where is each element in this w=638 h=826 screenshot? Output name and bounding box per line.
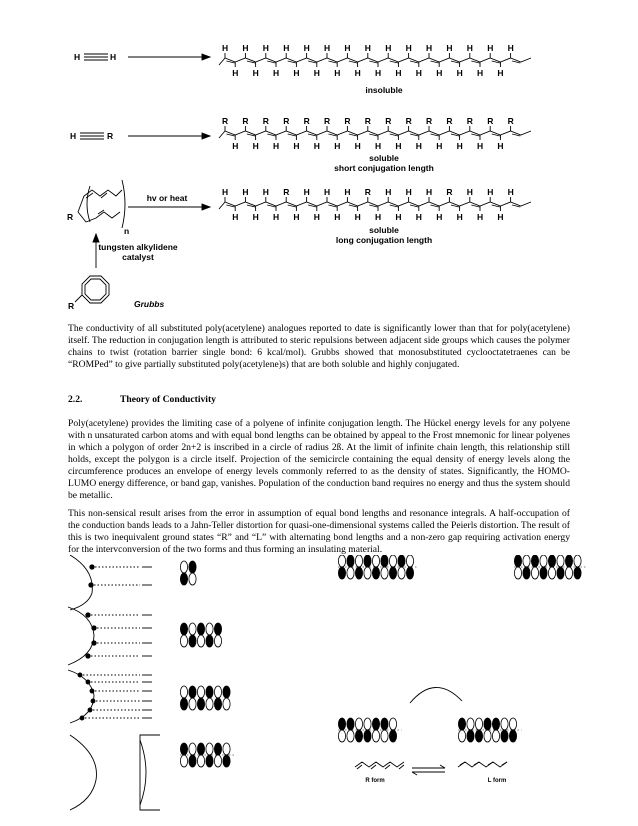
chain-bottom-atom: H: [293, 212, 300, 222]
chain-backbone: [219, 131, 531, 138]
orbital-lobe: [197, 698, 204, 710]
chain-top-atom: H: [487, 43, 494, 53]
l-form-chain: [458, 762, 507, 767]
chain-top-atom: H: [426, 187, 433, 197]
caption-long-line1: soluble: [369, 225, 399, 235]
chain-bottom-atom: H: [252, 141, 259, 151]
chain-bottom-atom: H: [232, 212, 239, 222]
chain-bottom-atom: H: [436, 141, 443, 151]
caption-short-line2: short conjugation length: [334, 163, 434, 173]
chain-top-atom: R: [324, 116, 331, 126]
orbital-lobe: [475, 718, 482, 730]
orbital-lobe: [372, 730, 379, 742]
orbital-lobe: [364, 555, 371, 567]
chain-bottom-atom: H: [456, 141, 463, 151]
orbital-lobe: [189, 561, 196, 573]
orbital-lobe: [501, 730, 508, 742]
orbital-lobe: [574, 555, 581, 567]
orbital-lobe: [458, 718, 465, 730]
chain-top-atom: H: [344, 187, 351, 197]
chain-top-atom: R: [446, 116, 453, 126]
chain-bottom-atom: H: [477, 141, 484, 151]
chain-top-atom: H: [466, 43, 473, 53]
grubbs-label: Grubbs: [134, 299, 165, 309]
r-form-chain: [355, 762, 404, 767]
orbital-lobe: [501, 718, 508, 730]
chain-bottom-atom: H: [436, 68, 443, 78]
orbital-lobe: [509, 730, 516, 742]
chain-bottom-atom: H: [334, 141, 341, 151]
orbital-lobe: [180, 686, 187, 698]
orbital-lobe: [467, 730, 474, 742]
section-heading: [68, 394, 216, 405]
paragraph-theory: Poly(acetylene) provides the limiting case of a polyene of infinite conjugation length. The Hückel energy levels for any polyene with n unsaturated carbon atoms and with equal bond lengths can be obtained by appeal to the Frost mnemonic for linear polyenes in which a polygon of order 2n+2 is inscribed in a circle of radius 2ß. At the limit of infinite chain length, this relationship still holds, except the polygon is a circle itself. Projection of the semicircle containing the equal density of energy levels along the circumference produces an envelope of energy levels commonly referred to as the density of states. Significantly, the HOMO-LUMO energy difference, or band gap, vanishes. Population of the conduction band requires no energy and thus the system should be metallic.: [68, 418, 570, 501]
chain-top-atom: H: [222, 187, 229, 197]
l-form-label: L form: [487, 778, 507, 784]
energy-level-figure: [0, 555, 638, 826]
chain-top-atom: R: [242, 116, 249, 126]
orbital-lobe: [338, 718, 345, 730]
cot-r-label: R: [68, 301, 75, 311]
chain-top-atom: H: [487, 187, 494, 197]
triple-bond: [84, 54, 108, 60]
chain-top-atom: H: [405, 43, 412, 53]
chain-bottom-atom: H: [354, 68, 361, 78]
orbital-lobe: [189, 698, 196, 710]
orbital-lobe: [406, 567, 413, 579]
chain-top-atom: R: [405, 116, 412, 126]
orbital-lobe: [557, 555, 564, 567]
chain-bottom-atom: H: [334, 212, 341, 222]
partially-substituted-polyacetylene-chain: [219, 197, 531, 211]
chain-top-atom: R: [303, 116, 310, 126]
chain-top-atom: H: [303, 187, 310, 197]
paragraph-peierls: This non-sensical result arises from the error in assumption of equal bond lengths and resonance integrals. A half-occupation of the conduction bands leads to a Jahn-Teller distortion for quasi-one-dimensional systems called the Peierls distortion. The result of this is two inequivalent ground states “R” and “L” with alternating bond lengths and a non-zero gap requiring activation energy for the intervconversion of the two forms and thus forming an insulating material.: [68, 508, 570, 555]
orbital-lobe: [548, 555, 555, 567]
orbital-lobe: [484, 718, 491, 730]
chain-bottom-atom: H: [497, 141, 504, 151]
orbital-lobe: [180, 623, 187, 635]
chain-bottom-atom: H: [375, 68, 382, 78]
chain-bottom-atom: H: [354, 212, 361, 222]
chain-bottom-atom: H: [334, 68, 341, 78]
orbital-lobe: [206, 755, 213, 767]
chain-top-atom: H: [303, 43, 310, 53]
orbital-lobe: [197, 743, 204, 755]
orbital-lobe: [206, 623, 213, 635]
orbital-lobe: [189, 623, 196, 635]
orbital-lobe: [574, 567, 581, 579]
acetylene-right-atom: H: [110, 52, 117, 62]
orbital-lobe: [381, 567, 388, 579]
caption-short-line1: soluble: [369, 153, 399, 163]
orbital-lobe: [223, 686, 230, 698]
orbital-lobe: [548, 567, 555, 579]
orbital-lobe: [389, 567, 396, 579]
chain-top-atom: H: [324, 43, 331, 53]
orbital-lobe: [214, 635, 221, 647]
reaction-arrows: [93, 54, 210, 268]
polymerization-scheme: [0, 0, 638, 320]
orbital-lobe: [347, 730, 354, 742]
orbital-lobe: [338, 730, 345, 742]
chain-backbone: [219, 202, 531, 209]
orbital-lobe: [206, 686, 213, 698]
orbital-lobe: [338, 555, 345, 567]
chain-bottom-atom: H: [456, 212, 463, 222]
orbital-lobe: [540, 567, 547, 579]
chain-bottom-atom: H: [415, 68, 422, 78]
orbital-lobe: [514, 567, 521, 579]
orbital-lobe: [355, 718, 362, 730]
orbital-lobe: [214, 686, 221, 698]
orbital-lobe: [364, 730, 371, 742]
chain-bottom-atom: H: [395, 212, 402, 222]
r-form-label: R form: [365, 778, 385, 784]
orbital-lobe: [223, 743, 230, 755]
polymer-repeat-unit: [78, 180, 125, 228]
chain-backbone: [219, 58, 531, 65]
chain-top-atom: R: [283, 116, 290, 126]
chain-top-atom: R: [426, 116, 433, 126]
orbital-lobe: [223, 755, 230, 767]
chain-top-atom: H: [385, 187, 392, 197]
orbital-lobe: [197, 686, 204, 698]
orbital-lobe: [214, 623, 221, 635]
chain-bottom-atom: H: [252, 212, 259, 222]
orbital-lobe: [565, 567, 572, 579]
caption-long-line2: long conjugation length: [335, 235, 433, 245]
chain-top-atom: R: [507, 116, 514, 126]
orbital-lobe: [492, 718, 499, 730]
orbital-lobe: [189, 743, 196, 755]
chain-top-atom: R: [262, 116, 269, 126]
chain-bottom-atom: H: [436, 212, 443, 222]
chain-top-atom: R: [446, 187, 453, 197]
orbital-lobe: [355, 567, 362, 579]
chain-top-atom: H: [242, 187, 249, 197]
orbital-lobe: [197, 623, 204, 635]
orbital-lobe: [180, 573, 187, 585]
orbital-lobe: [214, 743, 221, 755]
chain-bottom-atom: H: [456, 68, 463, 78]
p-orbital-diagrams: [180, 555, 586, 767]
chain-bottom-atom: H: [273, 141, 280, 151]
chain-bottom-atom: H: [293, 141, 300, 151]
orbital-lobe: [364, 567, 371, 579]
orbital-lobe: [509, 718, 516, 730]
orbital-lobe: [467, 718, 474, 730]
chain-bottom-atom: H: [313, 68, 320, 78]
orbital-lobe: [189, 573, 196, 585]
substituted-acetylene-right-atom: R: [107, 131, 114, 141]
catalyst-line2: catalyst: [122, 252, 154, 262]
orbital-lobe: [398, 555, 405, 567]
orbital-lobe: [475, 730, 482, 742]
chain-bottom-atom: H: [252, 68, 259, 78]
orbital-lobe: [355, 555, 362, 567]
frost-diagram-6: [68, 670, 152, 723]
orbital-lobe: [492, 730, 499, 742]
chain-bottom-atom: H: [273, 212, 280, 222]
orbital-lobe: [523, 555, 530, 567]
orbital-lobe: [355, 730, 362, 742]
chain-bottom-atom: H: [232, 68, 239, 78]
chain-top-atom: R: [487, 116, 494, 126]
frost-diagram-2: [70, 555, 152, 610]
section-title: Theory of Conductivity: [120, 394, 216, 405]
chain-bottom-atom: H: [477, 212, 484, 222]
chain-top-atom: R: [344, 116, 351, 126]
chain-bottom-atom: H: [415, 141, 422, 151]
orbital-lobe: [540, 555, 547, 567]
chain-top-atom: R: [385, 116, 392, 126]
orbital-lobe: [180, 561, 187, 573]
orbital-lobe: [180, 755, 187, 767]
cyclooctatetraene: [75, 276, 109, 303]
chain-bottom-atom: H: [354, 141, 361, 151]
paragraph-substituted-conductivity: The conductivity of all substituted poly(acetylene) analogues reported to date is significantly lower than that for poly(acetylene) itself. The reduction in conjugation length is attributed to steric repulsions between adjacent side groups which causes the polymer chains to twist (rotation barrier single bond: 6 kcal/mol). Grubbs showed that monosubstituted cyclooctatetraenes can be “ROMPed” to give partially substituted poly(acetylene)s) that are both soluble and highly conjugated.: [68, 323, 570, 370]
chain-top-atom: R: [364, 116, 371, 126]
chain-bottom-atom: H: [497, 212, 504, 222]
chain-top-atom: H: [262, 187, 269, 197]
orbital-lobe: [364, 718, 371, 730]
orbital-lobe: [197, 635, 204, 647]
orbital-lobe: [381, 730, 388, 742]
orbital-lobe: [206, 743, 213, 755]
orbital-lobe: [514, 555, 521, 567]
orbital-lobe: [372, 567, 379, 579]
orbital-lobe: [372, 718, 379, 730]
orbital-lobe: [180, 698, 187, 710]
orbital-lobe: [389, 718, 396, 730]
orbital-lobe: [531, 555, 538, 567]
orbital-lobe: [389, 555, 396, 567]
chain-bottom-atom: H: [232, 141, 239, 151]
chain-bottom-atom: H: [293, 68, 300, 78]
chain-bottom-atom: H: [375, 141, 382, 151]
polymer-r-label: R: [67, 212, 74, 222]
orbital-lobe: [214, 755, 221, 767]
chain-top-atom: H: [262, 43, 269, 53]
orbital-lobe: [189, 686, 196, 698]
orbital-lobe: [381, 718, 388, 730]
polyacetylene-chain: [219, 53, 531, 67]
orbital-lobe: [223, 698, 230, 710]
orbital-lobe: [347, 718, 354, 730]
orbital-lobe: [372, 555, 379, 567]
chain-top-atom: H: [242, 43, 249, 53]
chain-top-atom: H: [446, 43, 453, 53]
chain-top-atom: H: [426, 43, 433, 53]
chain-top-atom: H: [507, 43, 514, 53]
orbital-lobe: [180, 743, 187, 755]
orbital-lobe: [214, 698, 221, 710]
orbital-lobe: [531, 567, 538, 579]
orbital-lobe: [458, 730, 465, 742]
frost-diagram-infinite: [70, 735, 160, 810]
chain-top-atom: H: [283, 43, 290, 53]
caption-insoluble: insoluble: [365, 85, 403, 95]
orbital-lobe: [389, 730, 396, 742]
orbital-lobe: [406, 555, 413, 567]
chain-top-atom: R: [466, 116, 473, 126]
chain-top-atom: H: [405, 187, 412, 197]
chain-top-atom: R: [222, 116, 229, 126]
chain-top-atom: H: [385, 43, 392, 53]
chain-bottom-atom: H: [415, 212, 422, 222]
chain-bottom-atom: H: [477, 68, 484, 78]
substituted-acetylene-left-atom: H: [70, 131, 77, 141]
chain-bottom-atom: H: [375, 212, 382, 222]
chain-top-atom: H: [222, 43, 229, 53]
band-gap-arc: [410, 687, 462, 703]
orbital-lobe: [206, 698, 213, 710]
chain-top-atom: H: [466, 187, 473, 197]
orbital-lobe: [180, 635, 187, 647]
chain-bottom-atom: H: [395, 68, 402, 78]
orbital-lobe: [523, 567, 530, 579]
catalyst-line1: tungsten alkylidene: [98, 242, 178, 252]
acetylene-left-atom: H: [74, 52, 81, 62]
chain-top-atom: H: [507, 187, 514, 197]
chain-bottom-atom: H: [395, 141, 402, 151]
chain-top-atom: H: [324, 187, 331, 197]
chain-bottom-atom: H: [313, 212, 320, 222]
orbital-lobe: [484, 730, 491, 742]
orbital-lobe: [197, 755, 204, 767]
orbital-lobe: [381, 555, 388, 567]
arrow-label-hv-or-heat: hv or heat: [146, 193, 188, 203]
orbital-lobe: [347, 567, 354, 579]
orbital-lobe: [557, 567, 564, 579]
chain-bottom-atom: H: [497, 68, 504, 78]
orbital-lobe: [189, 755, 196, 767]
orbital-lobe: [347, 555, 354, 567]
chain-bottom-atom: H: [273, 68, 280, 78]
chain-top-atom: R: [283, 187, 290, 197]
chain-top-atom: R: [364, 187, 371, 197]
equilibrium-arrow: [412, 765, 445, 775]
chain-top-atom: H: [364, 43, 371, 53]
chain-top-atom: H: [344, 43, 351, 53]
chain-bottom-atom: H: [313, 141, 320, 151]
repeat-unit-n: n: [124, 226, 130, 236]
section-number: 2.2.: [68, 394, 83, 405]
substituted-polyacetylene-chain: [219, 126, 531, 140]
orbital-lobe: [189, 635, 196, 647]
orbital-lobe: [565, 555, 572, 567]
orbital-lobe: [398, 567, 405, 579]
triple-bond-2: [80, 133, 104, 139]
orbital-lobe: [206, 635, 213, 647]
frost-diagram-4: [68, 607, 152, 665]
orbital-lobe: [338, 567, 345, 579]
